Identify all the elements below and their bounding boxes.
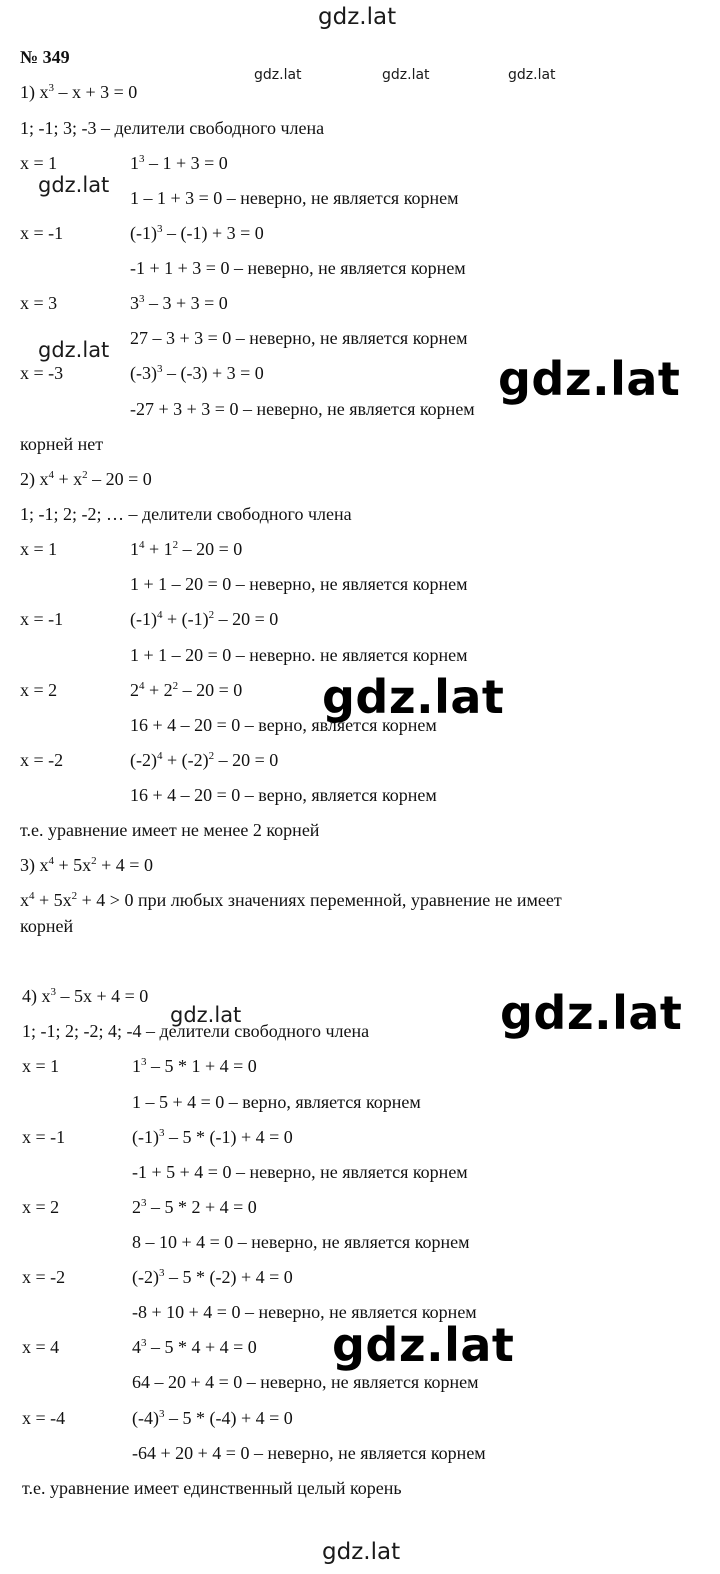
substitution: $(-3)^3 - (-3) + 3 = 0$ — [130, 363, 264, 383]
statement-3-cont: корней — [20, 916, 74, 936]
conclusion-2: т.е. уравнение имеет не менее 2 корней — [20, 820, 320, 840]
substitution: $1^3 - 5 * 1 + 4 = 0$ — [132, 1056, 257, 1076]
x-value: x = -3 — [20, 363, 64, 383]
divisors-1: 1; -1; 3; -3 – делители свободного члена — [20, 118, 325, 138]
x-value: x = 2 — [22, 1197, 60, 1217]
watermark-small: gdz.lat — [508, 67, 556, 83]
substitution: $(-1)^3 - 5 * (-1) + 4 = 0$ — [132, 1127, 293, 1147]
check-result: 64 – 20 + 4 = 0 – неверно, не является корнем — [132, 1372, 479, 1392]
check-result: -64 + 20 + 4 = 0 – неверно, не является корнем — [132, 1443, 486, 1463]
check-result: 1 – 1 + 3 = 0 – неверно, не является корнем — [130, 188, 459, 208]
check-result: -27 + 3 + 3 = 0 – неверно, не является корнем — [130, 399, 475, 419]
watermark-bottom: gdz.lat — [322, 1539, 401, 1565]
check-result: 16 + 4 – 20 = 0 – верно, является корнем — [130, 715, 437, 735]
statement-3: $x^4 + 5x^2 + 4 > 0$ при любых значениях переменной, уравнение не имеет — [20, 890, 562, 910]
watermark-large: gdz.lat — [498, 352, 681, 406]
watermark-medium: gdz.lat — [38, 338, 110, 362]
x-value: x = -1 — [20, 223, 64, 243]
x-value: x = -1 — [22, 1127, 66, 1147]
x-value: x = 1 — [20, 539, 58, 559]
substitution: $(-4)^3 - 5 * (-4) + 4 = 0$ — [132, 1408, 293, 1428]
substitution: $2^3 - 5 * 2 + 4 = 0$ — [132, 1197, 257, 1217]
substitution: $(-2)^3 - 5 * (-2) + 4 = 0$ — [132, 1267, 293, 1287]
check-result: 1 – 5 + 4 = 0 – верно, является корнем — [132, 1092, 421, 1112]
watermark-large: gdz.lat — [332, 1318, 515, 1372]
check-result: -1 + 1 + 3 = 0 – неверно, не является корнем — [130, 258, 466, 278]
check-result: 8 – 10 + 4 = 0 – неверно, не является корнем — [132, 1232, 470, 1252]
x-value: x = 2 — [20, 680, 58, 700]
equation-4: 4) $x^3 - 5x + 4 = 0$ — [22, 986, 149, 1006]
equation-3: 3) $x^4 + 5x^2 + 4 = 0$ — [20, 855, 153, 875]
conclusion-1: корней нет — [20, 434, 104, 454]
x-value: x = -2 — [20, 750, 64, 770]
substitution: $2^4 + 2^2 - 20 = 0$ — [130, 680, 243, 700]
watermark-medium: gdz.lat — [38, 173, 110, 197]
watermark-large: gdz.lat — [500, 986, 683, 1040]
watermark-large: gdz.lat — [322, 670, 505, 724]
check-result: 16 + 4 – 20 = 0 – верно, является корнем — [130, 785, 437, 805]
substitution: $(-1)^4 + (-1)^2 - 20 = 0$ — [130, 609, 279, 629]
check-result: 1 + 1 – 20 = 0 – неверно. не является корнем — [130, 645, 468, 665]
check-result: 27 – 3 + 3 = 0 – неверно, не является корнем — [130, 328, 468, 348]
check-result: -1 + 5 + 4 = 0 – неверно, не является корнем — [132, 1162, 468, 1182]
substitution: $1^3 - 1 + 3 = 0$ — [130, 153, 228, 173]
x-value: x = 3 — [20, 293, 58, 313]
watermark-small: gdz.lat — [254, 67, 302, 83]
x-value: x = -1 — [20, 609, 64, 629]
x-value: x = 4 — [22, 1337, 60, 1357]
substitution: $1^4 + 1^2 - 20 = 0$ — [130, 539, 243, 559]
x-value: x = -2 — [22, 1267, 66, 1287]
divisors-4: 1; -1; 2; -2; 4; -4 – делители свободного члена — [22, 1021, 370, 1041]
check-result: -8 + 10 + 4 = 0 – неверно, не является корнем — [132, 1302, 477, 1322]
watermark-medium: gdz.lat — [170, 1003, 242, 1027]
divisors-2: 1; -1; 2; -2; … – делители свободного члена — [20, 504, 352, 524]
check-result: 1 + 1 – 20 = 0 – неверно, не является корнем — [130, 574, 468, 594]
substitution: $(-2)^4 + (-2)^2 - 20 = 0$ — [130, 750, 279, 770]
substitution: $(-1)^3 - (-1) + 3 = 0$ — [130, 223, 264, 243]
equation-2: 2) $x^4 + x^2 - 20 = 0$ — [20, 469, 152, 489]
watermark-top: gdz.lat — [318, 4, 397, 30]
x-value: x = 1 — [22, 1056, 60, 1076]
substitution: $4^3 - 5 * 4 + 4 = 0$ — [132, 1337, 257, 1357]
x-value: x = -4 — [22, 1408, 66, 1428]
conclusion-4: т.е. уравнение имеет единственный целый корень — [22, 1478, 402, 1498]
x-value: x = 1 — [20, 153, 58, 173]
watermark-small: gdz.lat — [382, 67, 430, 83]
task-number: № 349 — [20, 47, 70, 67]
equation-1: 1) $x^3 - x + 3 = 0$ — [20, 82, 138, 102]
substitution: $3^3 - 3 + 3 = 0$ — [130, 293, 228, 313]
